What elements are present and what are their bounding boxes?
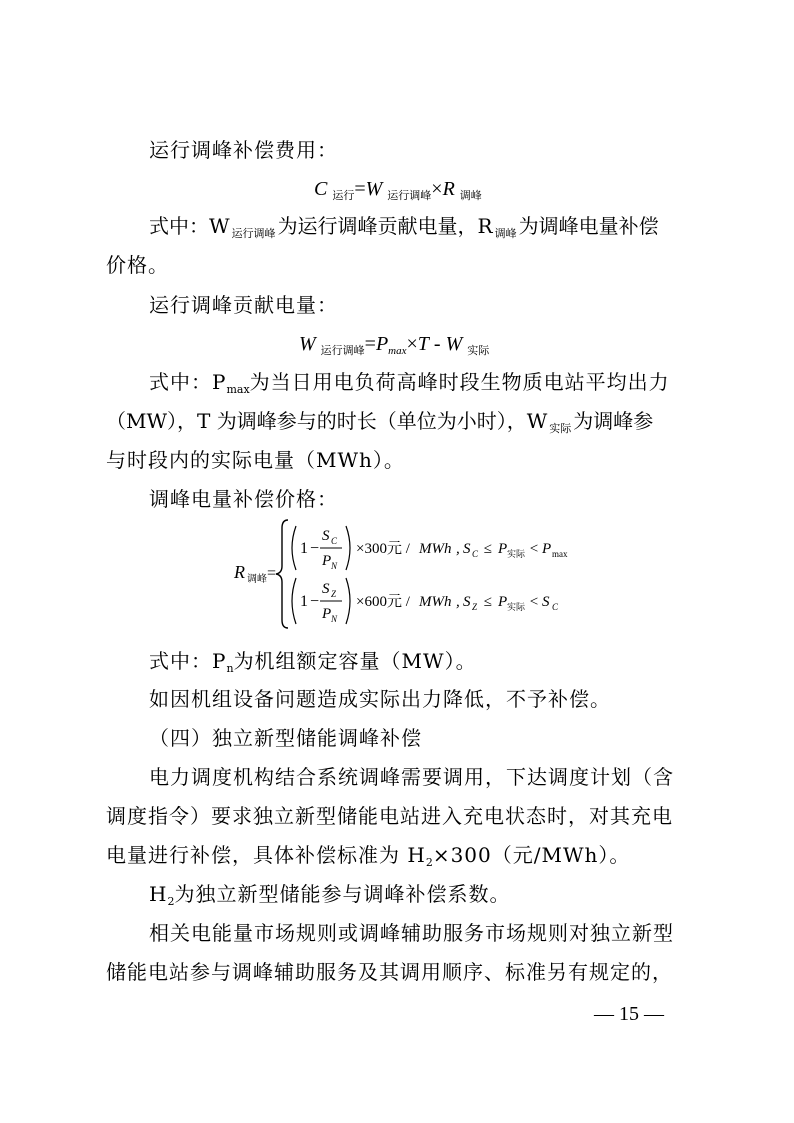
formula-operator: = bbox=[364, 333, 376, 355]
formula-contribution bbox=[299, 331, 489, 364]
formula-text: ×600元 / bbox=[356, 594, 410, 610]
paragraph-definition-pn bbox=[149, 648, 477, 682]
formula-symbol: S bbox=[463, 594, 471, 610]
text-span: （MW），T 为调峰参与的时长（单位为小时），W bbox=[106, 409, 548, 433]
paragraph-definition-pmax-line3: 与时段内的实际电量（MWh）。 bbox=[106, 448, 405, 472]
formula-symbol: S bbox=[542, 594, 550, 610]
formula-subscript: 实际 bbox=[549, 422, 572, 435]
text-span: 为运行调峰贡献电量，R bbox=[277, 214, 493, 238]
paragraph-definition-w-line2: 价格。 bbox=[106, 253, 169, 277]
text-span: 为调峰电量补偿 bbox=[518, 214, 659, 238]
text-span: ×300（元/MWh）。 bbox=[432, 843, 631, 867]
paragraph-storage-line1: 电力调度机构结合系统调峰需要调用，下达调度计划（含 bbox=[149, 765, 674, 789]
formula-unit: MWh bbox=[419, 541, 452, 557]
text-span: 式中：W bbox=[149, 214, 230, 238]
formula-subscript: C bbox=[552, 602, 559, 612]
formula-symbol: P bbox=[542, 541, 552, 557]
text-span: 电量进行补偿，具体补偿标准为 H bbox=[106, 843, 426, 867]
formula-symbol: S bbox=[322, 581, 330, 597]
formula-symbol: , bbox=[456, 594, 460, 610]
page-number: — 15 — bbox=[594, 1003, 664, 1025]
formula-symbol: R bbox=[234, 562, 245, 582]
paragraph-heading-contribution: 运行调峰贡献电量： bbox=[149, 293, 338, 317]
formula-subscript: 实际 bbox=[507, 602, 526, 612]
formula-subscript: C bbox=[472, 549, 479, 559]
formula-symbol: T bbox=[417, 333, 429, 355]
formula-subscript: max bbox=[388, 345, 407, 357]
formula-subscript: 调峰 bbox=[247, 574, 267, 585]
formula-number: 1 bbox=[300, 593, 308, 610]
formula-operator: = bbox=[354, 178, 366, 200]
formula-symbol: W bbox=[365, 178, 383, 200]
formula-operator: × bbox=[431, 178, 443, 200]
formula-subscript: 运行 bbox=[332, 190, 355, 202]
paragraph-heading-price: 调峰电量补偿价格： bbox=[149, 487, 338, 511]
paragraph-market-rules-line2: 储能电站参与调峰辅助服务及其调用顺序、标准另有规定的， bbox=[106, 960, 673, 984]
formula-operator: ≤ bbox=[480, 594, 496, 610]
formula-symbol: P bbox=[375, 333, 389, 355]
formula-subscript: 2 bbox=[167, 895, 175, 908]
brace-left bbox=[276, 520, 288, 628]
formula-symbol: S bbox=[322, 528, 330, 544]
formula-text: ×300元 / bbox=[356, 541, 410, 557]
formula-operator: × bbox=[406, 333, 418, 355]
formula-subscript: 2 bbox=[425, 856, 433, 869]
paren-right bbox=[346, 526, 350, 570]
formula-subscript: Z bbox=[331, 589, 337, 599]
paragraph-definition-pmax-line2 bbox=[106, 408, 686, 442]
paragraph-h2-coefficient bbox=[149, 881, 510, 915]
paragraph-storage-line3 bbox=[106, 842, 630, 876]
text-span: 为机组额定容量（MW）。 bbox=[233, 649, 477, 673]
formula-operator: = bbox=[267, 565, 277, 582]
formula-subscript: max bbox=[226, 383, 250, 396]
formula-symbol: R bbox=[442, 178, 455, 200]
paragraph-no-compensation: 如因机组设备问题造成实际出力降低，不予补偿。 bbox=[149, 687, 611, 711]
text-span: H bbox=[149, 882, 168, 906]
formula-subscript: 运行调峰 bbox=[231, 227, 276, 240]
text-span: 为当日用电负荷高峰时段生物质电站平均出力 bbox=[249, 370, 670, 394]
formula-subscript: n bbox=[226, 662, 234, 675]
text-span: 式中：P bbox=[149, 370, 227, 394]
formula-unit: MWh bbox=[419, 594, 452, 610]
formula-subscript: 运行调峰 bbox=[387, 190, 432, 202]
formula-piecewise-price bbox=[230, 514, 650, 634]
paragraph-market-rules-line1: 相关电能量市场规则或调峰辅助服务市场规则对独立新型 bbox=[149, 921, 674, 945]
formula-subscript: C bbox=[331, 536, 338, 546]
formula-symbol: C bbox=[314, 178, 328, 200]
paragraph-definition-w-line1 bbox=[149, 213, 686, 247]
formula-subscript: N bbox=[331, 614, 338, 624]
formula-run-cost bbox=[314, 176, 482, 209]
formula-operator: − bbox=[310, 593, 320, 610]
formula-subscript: max bbox=[552, 549, 568, 559]
formula-symbol: P bbox=[498, 541, 508, 557]
paragraph-heading-run-cost: 运行调峰补偿费用： bbox=[149, 138, 338, 162]
formula-subscript: N bbox=[331, 561, 338, 571]
formula-operator: ≤ bbox=[480, 541, 496, 557]
formula-subscript: 调峰 bbox=[494, 227, 517, 240]
formula-symbol: W bbox=[299, 333, 316, 355]
paragraph-storage-line2: 调度指令）要求独立新型储能电站进入充电状态时，对其充电 bbox=[106, 804, 673, 828]
formula-operator: < bbox=[526, 541, 542, 557]
formula-subscript: Z bbox=[472, 602, 478, 612]
text-span: 式中：P bbox=[149, 649, 227, 673]
text-span: 为调峰参 bbox=[573, 409, 654, 433]
formula-symbol: , bbox=[456, 541, 460, 557]
formula-subscript: 运行调峰 bbox=[320, 345, 365, 357]
paren-left bbox=[292, 526, 296, 570]
formula-symbol: P bbox=[322, 606, 332, 622]
paren-right bbox=[346, 578, 350, 624]
paragraph-definition-pmax-line1 bbox=[149, 369, 670, 403]
formula-number: 1 bbox=[300, 540, 308, 557]
formula-subscript: 调峰 bbox=[459, 190, 482, 202]
formula-symbol: P bbox=[498, 594, 508, 610]
text-span: 为独立新型储能参与调峰补偿系数。 bbox=[174, 882, 511, 906]
formula-symbol: P bbox=[322, 553, 332, 569]
paren-left bbox=[292, 578, 296, 624]
formula-symbol: S bbox=[463, 541, 471, 557]
section-heading-storage: （四）独立新型储能调峰补偿 bbox=[149, 726, 422, 750]
formula-subscript: 实际 bbox=[467, 345, 490, 357]
formula-symbol: W bbox=[445, 333, 463, 355]
formula-subscript: 实际 bbox=[507, 549, 526, 559]
formula-operator: − bbox=[310, 540, 320, 557]
formula-operator: < bbox=[526, 594, 542, 610]
formula-operator: - bbox=[428, 333, 446, 355]
